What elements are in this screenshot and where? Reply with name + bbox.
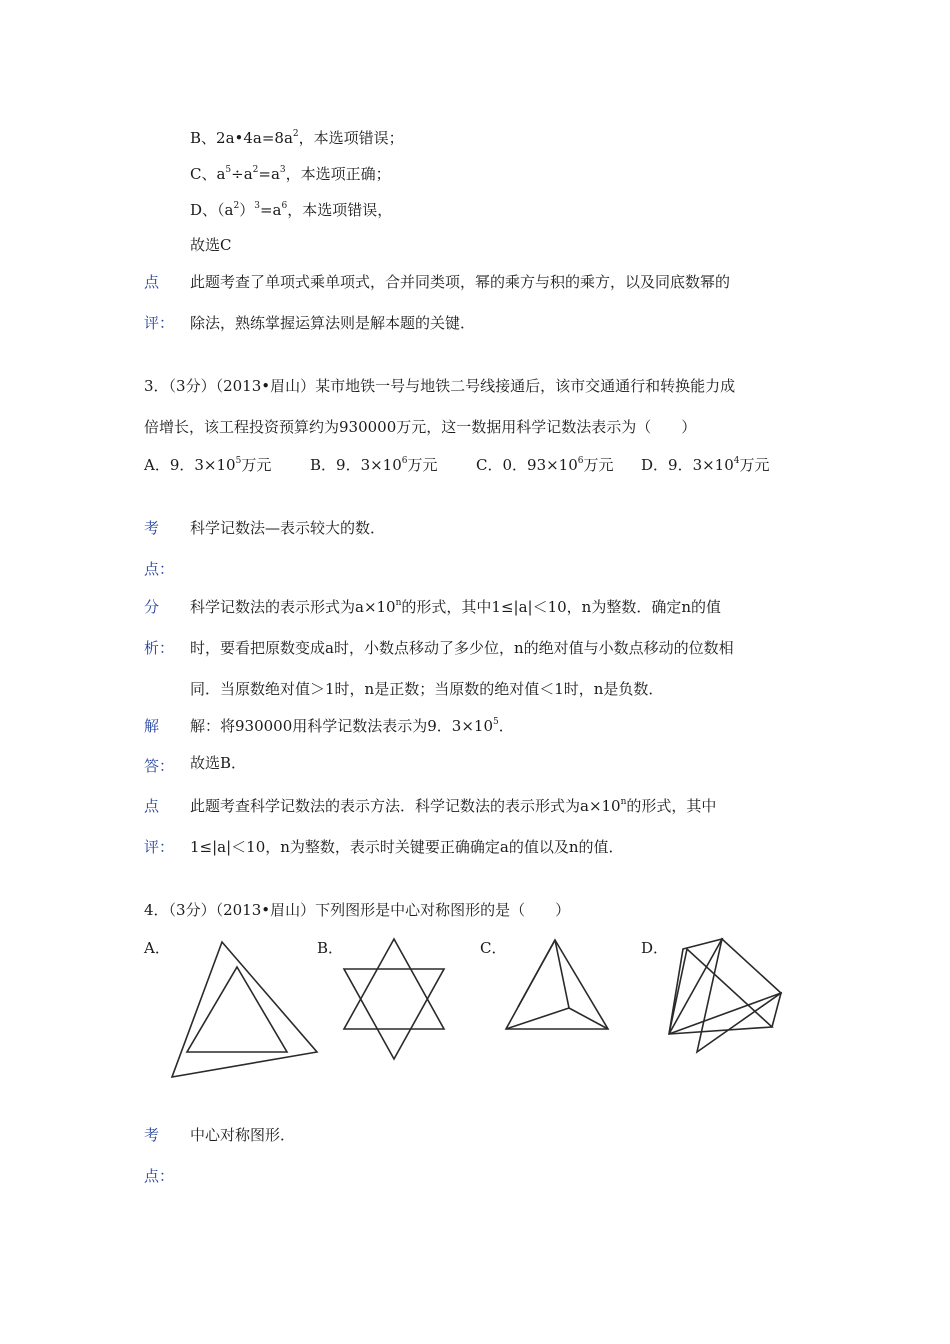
q3-fenxi-line-1: 科学记数法的表示形式为$a\times 10^n$的形式，其中1≤|a|＜10，n为整数．确定n的值 xyxy=(190,598,721,616)
q3-jieda-label-2: 答： xyxy=(144,757,175,775)
q2-comment-label-2: 评： xyxy=(144,314,175,332)
q4-option-a-label: A． xyxy=(144,939,170,957)
q3-option-d: D．9．$3\times 10^4$万元 xyxy=(641,456,770,474)
q3-dianping-line-1: 此题考查科学记数法的表示方法．科学记数法的表示形式为$a\times 10^n$的形式，其中 xyxy=(190,797,717,815)
q3-jieda-line-2: 故选B． xyxy=(190,754,247,772)
q4-option-d-label: D． xyxy=(641,939,669,957)
q4-figure-b xyxy=(330,930,460,1060)
q4-figure-c xyxy=(500,930,620,1040)
q3-stem-line-1: 3．（3分）（2013•眉山）某市地铁一号与地铁二号线接通后，该市交通通行和转换能力成 xyxy=(144,377,736,395)
q2-option-b-analysis: B、$2a•4a=8a^2$，本选项错误； xyxy=(190,129,404,147)
q3-jieda-line-1: 解：将930000用科学记数法表示为9．$3\times 10^5$． xyxy=(190,717,514,735)
q2-conclusion: 故选C xyxy=(190,236,232,254)
q4-kaodian-label-1: 考 xyxy=(144,1126,160,1144)
q4-option-c-label: C． xyxy=(480,939,507,957)
q3-kaodian-label-1: 考 xyxy=(144,519,160,537)
q3-fenxi-label-1: 分 xyxy=(144,598,160,616)
figure-a-outer-triangle xyxy=(172,942,317,1077)
figure-c-left-edge-accent xyxy=(518,940,555,1007)
q4-figure-a xyxy=(160,930,330,1090)
q2-comment-line-1: 此题考查了单项式乘单项式，合并同类项，幂的乘方与积的乘方，以及同底数幂的 xyxy=(190,273,731,291)
q3-option-a: A．9．$3\times 10^5$万元 xyxy=(144,456,272,474)
q4-stem: 4．（3分）（2013•眉山）下列图形是中心对称图形的是（ ） xyxy=(144,901,571,919)
q2-comment-label-1: 点 xyxy=(144,273,160,291)
q3-option-c: C．0．$93\times 10^6$万元 xyxy=(476,456,614,474)
q2-comment-line-2: 除法，熟练掌握运算法则是解本题的关键． xyxy=(190,314,476,332)
q3-fenxi-line-3: 同．当原数绝对值＞1时，n是正数；当原数的绝对值＜1时，n是负数． xyxy=(190,680,664,698)
q4-kaodian: 中心对称图形． xyxy=(190,1126,296,1144)
q3-dianping-label-1: 点 xyxy=(144,797,160,815)
q3-option-b: B．9．$3\times 10^6$万元 xyxy=(310,456,438,474)
q4-figure-d xyxy=(660,930,790,1060)
q2-option-c-analysis: C、$a^5\div a^2=a^3$，本选项正确； xyxy=(190,165,391,183)
q3-jieda-label-1: 解 xyxy=(144,717,160,735)
q4-kaodian-label-2: 点： xyxy=(144,1167,175,1185)
figure-d-triangle-1 xyxy=(669,939,722,1034)
q3-dianping-label-2: 评： xyxy=(144,838,175,856)
q3-kaodian-label-2: 点： xyxy=(144,560,175,578)
q2-option-d-analysis: D、$(a^2)^3=a^6$，本选项错误， xyxy=(190,201,393,219)
q4-option-b-label: B． xyxy=(317,939,344,957)
q3-kaodian: 科学记数法—表示较大的数． xyxy=(190,519,386,537)
q3-dianping-line-2: 1≤|a|＜10，n为整数，表示时关键要正确确定a的值以及n的值． xyxy=(190,838,624,856)
q3-fenxi-line-2: 时，要看把原数变成a时，小数点移动了多少位，n的绝对值与小数点移动的位数相 xyxy=(190,639,734,657)
figure-d-triangle-2 xyxy=(669,949,772,1034)
figure-b-down-triangle xyxy=(344,969,444,1059)
figure-b-up-triangle xyxy=(344,939,444,1029)
q3-stem-line-2: 倍增长，该工程投资预算约为930000万元，这一数据用科学记数法表示为（ ） xyxy=(144,418,697,436)
figure-c-inner-segments xyxy=(506,940,569,1029)
figure-d-triangle-3 xyxy=(697,939,781,1052)
figure-a-inner-triangle xyxy=(187,967,287,1052)
q3-fenxi-label-2: 析： xyxy=(144,639,175,657)
